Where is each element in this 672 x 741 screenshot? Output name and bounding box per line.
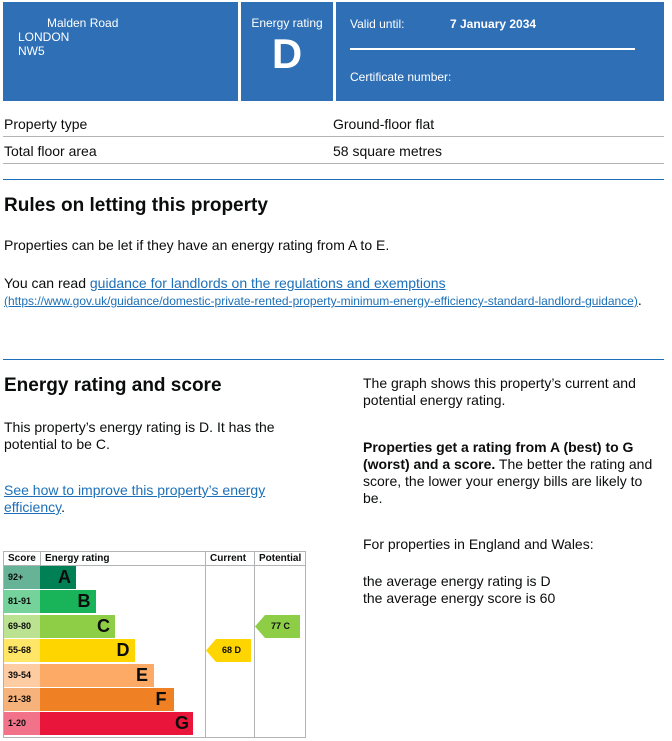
- energy-heading: Energy rating and score: [4, 375, 222, 396]
- rating-letter: D: [271, 30, 303, 77]
- address-line-3: NW5: [18, 44, 45, 58]
- property-value: Ground-floor flat: [333, 116, 435, 132]
- band-score-range: 21-38: [4, 688, 40, 711]
- england-wales-text: For properties in England and Wales:: [363, 536, 594, 552]
- band-score-range: 92+: [4, 566, 40, 589]
- address: [18, 16, 118, 58]
- letting-para-1: Properties can be let if they have an energy rating from A to E.: [4, 237, 390, 253]
- letting-suffix: .: [637, 292, 642, 308]
- letting-prefix: You can read: [4, 275, 90, 291]
- property-value: 58 square metres: [333, 143, 442, 159]
- band-letter: C: [97, 615, 110, 636]
- score-column-header: Score: [8, 553, 36, 564]
- valid-until-label: Valid until:: [350, 17, 405, 31]
- current-rating-arrow-label: 68 D: [221, 645, 241, 656]
- property-row-area: [3, 137, 664, 164]
- graph-description: The graph shows this property’s current and potential energy rating.: [363, 375, 636, 408]
- improve-efficiency-link[interactable]: See how to improve this property’s energy efficiency: [4, 482, 266, 515]
- property-key: Total floor area: [4, 143, 97, 159]
- potential-rating-arrow: [255, 615, 300, 638]
- band-score-range: 81-91: [4, 590, 40, 613]
- certificate-header: [0, 0, 672, 102]
- energy-rating-chart: [3, 551, 306, 738]
- improve-suffix: .: [61, 499, 65, 515]
- average-rating: the average energy rating is D: [363, 573, 551, 589]
- address-line-1: Malden Road: [47, 16, 119, 30]
- validity-box: [336, 2, 664, 101]
- address-line-2: LONDON: [18, 30, 70, 44]
- property-row-type: [3, 110, 664, 137]
- column-divider: [40, 552, 41, 565]
- band-letter: F: [155, 689, 167, 709]
- current-column-header: Current: [210, 553, 247, 564]
- valid-until-date: 7 January 2034: [450, 17, 537, 31]
- improve-para: [4, 482, 304, 516]
- band-score-range: 39-54: [4, 664, 40, 687]
- band-letter: B: [77, 591, 91, 612]
- band-bar: [40, 712, 193, 735]
- column-divider: [254, 552, 255, 737]
- rating-explanation-rest: The better the rating and score, the lower your energy bills are likely to be.: [363, 456, 653, 506]
- band-bar: [40, 688, 174, 711]
- letting-heading: Rules on letting this property: [4, 195, 268, 216]
- band-letter: D: [116, 640, 130, 661]
- potential-column-header: Potential: [259, 553, 302, 564]
- address-box: [3, 2, 238, 101]
- rating-explanation: [363, 439, 658, 507]
- band-score-range: 55-68: [4, 639, 40, 662]
- band-letter: A: [58, 567, 71, 587]
- letting-para-2: [4, 275, 644, 310]
- potential-rating-arrow-label: 77 C: [270, 620, 290, 631]
- landlord-guidance-url[interactable]: (https://www.gov.uk/guidance/domestic-private-rented-property-minimum-energy-efficiency-standard-landlord-guidance): [4, 294, 638, 308]
- property-key: Property type: [4, 116, 88, 132]
- average-score: the average energy score is 60: [363, 590, 556, 606]
- energy-para-1: This property’s energy rating is D. It has the potential to be C.: [4, 419, 275, 452]
- current-rating-arrow: [206, 639, 251, 662]
- band-score-range: 69-80: [4, 615, 40, 638]
- divider: [350, 48, 635, 50]
- rating-column-header: Energy rating: [45, 553, 110, 564]
- landlord-guidance-link[interactable]: guidance for landlords on the regulations and exemptions: [89, 275, 446, 291]
- band-letter: G: [175, 713, 190, 734]
- section-divider: [3, 179, 664, 180]
- certificate-number-label: Certificate number:: [350, 70, 452, 84]
- band-letter: E: [136, 664, 149, 685]
- rating-box: [241, 2, 333, 101]
- rating-label: Energy rating: [251, 16, 323, 30]
- rating-explanation-bold: Properties get a rating from A (best) to G (worst) and a score.: [363, 439, 634, 472]
- band-score-range: 1-20: [4, 712, 40, 735]
- section-divider: [3, 359, 664, 360]
